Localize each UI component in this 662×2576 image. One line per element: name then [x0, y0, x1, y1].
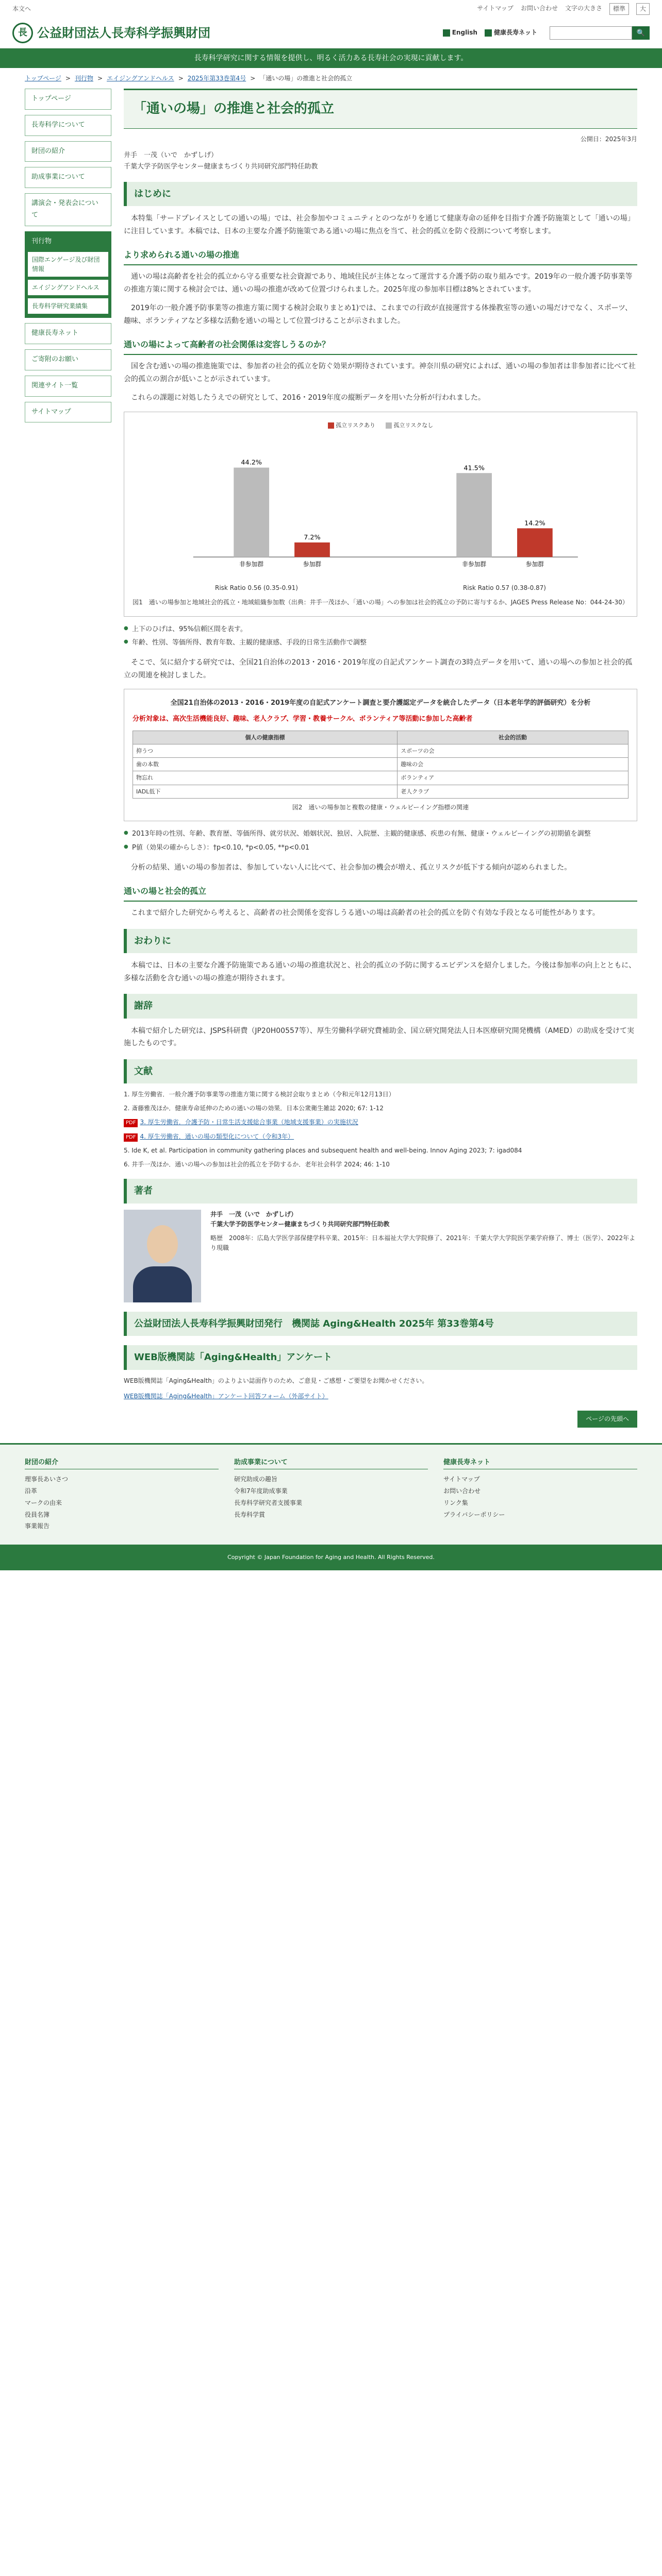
skip-link[interactable]: 本文へ [12, 5, 31, 12]
footer-link[interactable]: 役員名簿 [25, 1511, 50, 1518]
sidebar-item-grants[interactable]: 助成事業について [25, 167, 111, 188]
paragraph: これまで紹介した研究から考えると、高齢者の社会関係を変容しうる通いの場は高齢者の社会的孤立を防ぐ有効な手段となる可能性があります。 [131, 909, 600, 918]
author-bio: 略歴 2008年：広島大学医学部保健学科卒業、2015年：日本福祉大学大学院修了、2021年：千葉大学大学院医学薬学府修了、博士（医学）、2022年より現職 [210, 1234, 636, 1252]
footer-link[interactable]: リンク集 [443, 1499, 468, 1506]
paragraph: そこで、気に紹介する研究では、全国21自治体の2013・2016・2019年度の自記式アンケート調査の3時点データを用いて、通いの場への参加と社会的孤立の関連を検討しました。 [124, 658, 633, 680]
figure-1-chart [133, 434, 628, 579]
breadcrumb-aging-health[interactable]: エイジングアンドヘルス [107, 74, 174, 82]
sidebar-item-health-net[interactable]: 健康長寿ネット [25, 323, 111, 344]
reference-item: 2. 斎藤雅茂ほか．健康寿命延伸のための通いの場の効果．日本公衆衛生雑誌 2020; 67: 1-12 [124, 1105, 384, 1112]
topbar [0, 0, 662, 18]
sidebar-item-sitemap[interactable]: サイトマップ [25, 402, 111, 423]
reference-item[interactable]: PDF 4. 厚生労働省．通いの場の類型化について（令和3年） [124, 1132, 637, 1142]
paragraph: これらの課題に対処したうえでの研究として、2016・2019年度の縦断データを用いた分析が行われました。 [131, 394, 485, 402]
footer-link[interactable]: 長寿科学賞 [234, 1511, 266, 1518]
footer-link[interactable]: 長寿科学研究者支援事業 [234, 1499, 303, 1506]
survey-heading: WEB版機関誌「Aging&Health」アンケート [124, 1345, 637, 1370]
survey-text: WEB版機関誌「Aging&Health」のよりよい誌面作りのため、ご意見・ご感想・ご要望をお聞かせください。 [124, 1377, 428, 1384]
contact-link[interactable]: お問い合わせ [520, 4, 558, 12]
paragraph: 通いの場は高齢者を社会的孤立から守る重要な社会資源であり、地域住民が主体となって運営する介護予防の取り組みです。2019年の一般介護予防事業等の推進方策に関する検討会では、通いの場の推進が改めて位置づけられました。2025年度の参加率目標は8%とされています。 [124, 273, 633, 294]
pdf-icon: PDF [124, 1133, 138, 1142]
breadcrumb-home[interactable]: トップページ [25, 74, 61, 82]
footer-link[interactable]: 理事長あいさつ [25, 1476, 69, 1483]
subsection-heading: 通いの場によって高齢者の社会関係は変容しうるのか？ [124, 335, 637, 355]
reference-item: 6. 井手一茂ほか．通いの場への参加は社会的孤立を予防するか．老年社会科学 2024; 46: 1-10 [124, 1161, 390, 1168]
bar-category-label: 非参加群 [462, 560, 487, 568]
breadcrumb-current: 「通いの場」の推進と社会的孤立 [259, 74, 353, 82]
bar-category-label: 参加群 [303, 560, 322, 568]
author-detail: 井手 一茂（いで かずしげ） 千葉大学予防医学センター健康まちづくり共同研究部門特任助教 [210, 1210, 390, 1228]
breadcrumb-publications[interactable]: 刊行物 [74, 74, 93, 82]
chart-bar [294, 543, 330, 557]
breadcrumb-issue[interactable]: 2025年第33巻第4号 [187, 74, 246, 82]
author-photo [124, 1210, 201, 1302]
section-heading: はじめに [124, 182, 637, 207]
logo-text: 公益財団法人長寿科学振興財団 [37, 25, 210, 40]
font-size-label: 文字の大きさ [565, 4, 602, 12]
bar-value-label: 14.2% [524, 519, 545, 528]
author-header: 井手 一茂（いで かずしげ） 千葉大学予防医学センター健康まちづくり共同研究部門特任助教 [124, 151, 318, 171]
sidebar-item-about[interactable]: 長寿科学について [25, 115, 111, 136]
chart-bar [234, 468, 269, 557]
sidebar-sub-research[interactable]: 長寿科学研究業績集 [28, 298, 108, 314]
paragraph: 本稿では、日本の主要な介護予防施策である通いの場の推進状況と、社会的孤立の予防に関するエビデンスを紹介しました。今後は参加率の向上とともに、多様な活動を含む通いの場の推進が期待されます。 [124, 961, 636, 982]
footer-link[interactable]: 沿革 [25, 1487, 38, 1495]
publication-box[interactable]: 公益財団法人長寿科学振興財団発行 機関誌 Aging&Health 2025年 第33巻第4号 [124, 1312, 637, 1336]
sidebar-sub-international[interactable]: 国際エンゲージ及び財団情報 [28, 252, 108, 277]
font-large-button[interactable]: 大 [636, 3, 650, 15]
author-heading: 著者 [124, 1179, 637, 1204]
references-list [124, 1090, 637, 1170]
search-input[interactable] [550, 26, 632, 40]
reference-item: 1. 厚生労働省．一般介護予防事業等の推進方策に関する検討会取りまとめ（令和元年12月13日） [124, 1091, 395, 1098]
footer-link[interactable]: サイトマップ [443, 1476, 480, 1483]
site-logo[interactable] [12, 22, 210, 44]
logo-icon: 長 [12, 23, 33, 43]
bar-category-label: 非参加群 [239, 560, 264, 568]
footer-column: 財団の紹介 理事長あいさつ 沿革 マークの由来 役員名簿 事業報告 [25, 1457, 219, 1532]
sidebar-item-top[interactable]: トップページ [25, 89, 111, 110]
paragraph: 本稿で紹介した研究は、JSPS科研費（JP20H00557等）、厚生労働科学研究費補助金、国立研究開発法人日本医療研究開発機構（AMED）の助成を受けて実施したものです。 [124, 1026, 635, 1048]
footer-link[interactable]: 事業報告 [25, 1522, 50, 1530]
paragraph: 本特集「サードプレイスとしての通いの場」では、社会参加やコミュニティとのつながりを通じて健康寿命の延伸を目指す介護予防施策として「通いの場」に注目しています。本稿では、日本の主要な介護予防施策である通いの場に焦点を当て、社会的孤立を防ぐ役割について考察します。 [124, 214, 635, 235]
bar-value-label: 41.5% [464, 464, 485, 472]
subsection-heading: より求められる通いの場の推進 [124, 246, 637, 265]
figure-2-title: 全国21自治体の2013・2016・2019年度の自記式アンケート調査と要介護認定データを統合したデータ（日本老年学的評価研究）を分析 [170, 699, 591, 707]
footer-column: 健康長寿ネット サイトマップ お問い合わせ リンク集 プライバシーポリシー [443, 1457, 637, 1532]
figure-2-table: 個人の健康指標 社会的活動 抑うつ スポーツの会 歯の本数 趣味の会 物忘れ ボランティア IADL低下 老人クラブ [133, 731, 628, 799]
footer-link[interactable]: プライバシーポリシー [443, 1511, 505, 1518]
footer [0, 1443, 662, 1545]
paragraph: 2019年の一般介護予防事業等の推進方策に関する検討会取りまとめ1)では、これまでの行政が直接運営する体操教室等の通いの場だけでなく、スポーツ、趣味、ボランティアなど多様な活動を通いの場として位置づけることが示されました。 [124, 304, 633, 325]
list-item: ● P値（効果の確からしさ）：†p<0.10, *p<0.05, **p<0.01 [124, 842, 637, 854]
footer-column: 助成事業について 研究助成の趣旨 令和7年度助成事業 長寿科学研究者支援事業 長寿科学賞 [234, 1457, 428, 1532]
footer-link[interactable]: 研究助成の趣旨 [234, 1476, 278, 1483]
sidebar [25, 89, 111, 1428]
references-heading: 文献 [124, 1059, 637, 1084]
sidebar-item-donation[interactable]: ご寄附のお願い [25, 349, 111, 370]
pdf-icon: PDF [124, 1119, 138, 1127]
bar-category-label: 参加群 [525, 560, 544, 568]
reference-item[interactable]: PDF 3. 厚生労働省．介護予防・日常生活支援総合事業（地域支援事業）の実施状況 [124, 1117, 637, 1127]
footer-link[interactable]: マークの由来 [25, 1499, 62, 1506]
sidebar-item-lectures[interactable]: 講演会・発表会について [25, 193, 111, 226]
list-item: ● 年齢、性別、等価所得、教育年数、主観的健康感、手段的日常生活動作で調整 [124, 637, 637, 649]
risk-ratio-left: Risk Ratio 0.56 (0.35-0.91) [215, 584, 298, 592]
legend-item: 孤立リスクなし [386, 420, 433, 430]
note-list [124, 828, 637, 854]
chart-bar [456, 473, 492, 557]
reference-item: 5. Ide K, et al. Participation in community gathering places and subsequent health and well-being. Innov Aging 2023; 7: igad084 [124, 1146, 522, 1154]
footer-link[interactable]: 令和7年度助成事業 [234, 1487, 288, 1495]
bar-value-label: 7.2% [304, 533, 321, 541]
notice-banner: 長寿科学研究に関する情報を提供し、明るく活力ある長寿社会の実現に貢献します。 [0, 48, 662, 68]
survey-link[interactable]: WEB版機関誌「Aging&Health」アンケート回答フォーム（外部サイト） [124, 1392, 328, 1400]
chart-bar [517, 528, 553, 557]
author-profile [124, 1210, 637, 1302]
figure-2-note: 分析対象は、高次生活機能良好、趣味、老人クラブ、学習・教養サークル、ボランティア等活動に参加した高齢者 [133, 715, 473, 723]
square-icon [485, 29, 492, 37]
sitemap-link[interactable]: サイトマップ [477, 4, 514, 12]
english-link[interactable]: English [443, 27, 477, 38]
site-header [0, 18, 662, 48]
section-heading: おわりに [124, 929, 637, 954]
paragraph: 国を含む通いの場の推進施策では、参加者の社会的孤立を防ぐ効果が期待されています。神奈川県の研究によれば、通いの場の参加者は非参加者に比べて社会的孤立の割合が低いことが示されています。 [124, 362, 636, 383]
sidebar-sub-aging-health[interactable]: エイジングアンドヘルス [28, 280, 108, 295]
page-title: 「通いの場」の推進と社会的孤立 [124, 89, 637, 129]
font-standard-button[interactable]: 標準 [609, 3, 629, 15]
section-heading: 謝辞 [124, 994, 637, 1019]
note-list [124, 624, 637, 650]
breadcrumb: トップページ > 刊行物 > エイジングアンドヘルス > 2025年第33巻第4号 > 「通いの場」の推進と社会的孤立 [0, 68, 662, 89]
legend-item: 孤立リスクあり [328, 420, 375, 430]
search-button[interactable]: 🔍 [632, 26, 650, 40]
bar-value-label: 44.2% [241, 459, 262, 467]
list-item: ● 上下のひげは、95%信頼区間を表す。 [124, 624, 637, 636]
figure-1 [124, 412, 637, 617]
health-net-link[interactable]: 健康長寿ネット [485, 27, 537, 38]
footer-link[interactable]: お問い合わせ [443, 1487, 481, 1495]
sidebar-item-related[interactable]: 関連サイト一覧 [25, 376, 111, 397]
list-item: ● 2013年時の性別、年齢、教育歴、等価所得、就労状況、婚姻状況、独居、入院歴、主観的健康感、疾患の有無、健康・ウェルビーイングの初期値を調整 [124, 828, 637, 840]
subsection-heading: 通いの場と社会的孤立 [124, 882, 637, 902]
sidebar-item-publications[interactable]: 刊行物 [25, 231, 111, 252]
square-icon [443, 29, 450, 37]
sidebar-submenu [25, 252, 111, 318]
copyright: Copyright © Japan Foundation for Aging and Health. All Rights Reserved. [0, 1545, 662, 1570]
search-form [550, 26, 650, 40]
back-to-top-button[interactable]: ページの先頭へ [577, 1411, 637, 1428]
figure-2 [124, 689, 637, 821]
publish-date: 公開日：2025年3月 [580, 135, 637, 143]
sidebar-item-foundation[interactable]: 財団の紹介 [25, 141, 111, 162]
article [124, 89, 637, 1428]
figure-caption: 図1 通いの場参加と地域社会的孤立・地域組織参加数（出典：井手一茂ほか、「通いの場」への参加は社会的孤立の予防に寄与するか、JAGES Press Release No：044-24-30） [133, 599, 628, 606]
risk-ratio-right: Risk Ratio 0.57 (0.38-0.87) [463, 584, 546, 592]
figure-caption: 図2 通いの場参加と複数の健康・ウェルビーイング指標の関連 [292, 803, 469, 811]
paragraph: 分析の結果、通いの場の参加者は、参加していない人に比べて、社会参加の機会が増え、孤立リスクが低下する傾向が認められました。 [131, 863, 572, 872]
